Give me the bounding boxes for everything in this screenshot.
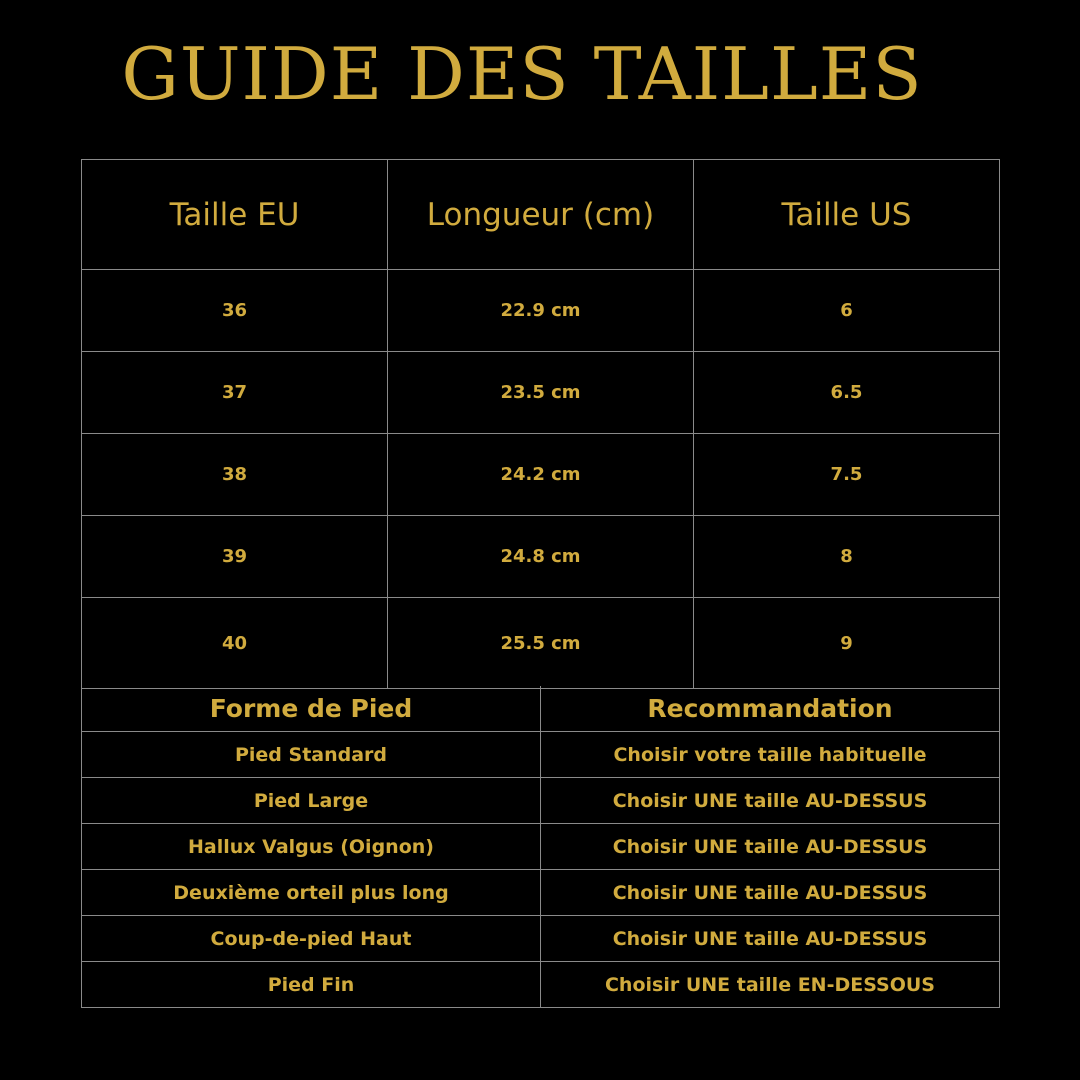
foot-shape-row bbox=[82, 962, 1000, 1008]
foot-shape-row bbox=[82, 824, 1000, 870]
eu-size-cell: 36 bbox=[82, 270, 388, 352]
size-row bbox=[82, 270, 1000, 352]
eu-size-cell: 37 bbox=[82, 352, 388, 434]
recommendation-cell: Choisir UNE taille AU-DESSUS bbox=[541, 870, 1000, 916]
foot-shape-row bbox=[82, 732, 1000, 778]
foot-shape-cell: Deuxième orteil plus long bbox=[82, 870, 541, 916]
recommendation-cell: Choisir UNE taille AU-DESSUS bbox=[541, 824, 1000, 870]
header-recommendation: Recommandation bbox=[541, 686, 1000, 732]
size-row bbox=[82, 598, 1000, 689]
foot-shape-cell: Coup-de-pied Haut bbox=[82, 916, 541, 962]
length-cell: 24.2 cm bbox=[388, 434, 694, 516]
recommendation-cell: Choisir UNE taille AU-DESSUS bbox=[541, 916, 1000, 962]
page-title: GUIDE DES TAILLES bbox=[121, 32, 923, 116]
length-cell: 25.5 cm bbox=[388, 598, 694, 689]
foot-shape-cell: Pied Standard bbox=[82, 732, 541, 778]
foot-shape-row bbox=[82, 870, 1000, 916]
foot-shape-cell: Hallux Valgus (Oignon) bbox=[82, 824, 541, 870]
size-chart-table bbox=[81, 159, 1000, 689]
size-chart-header-row bbox=[82, 160, 1000, 270]
eu-size-cell: 40 bbox=[82, 598, 388, 689]
foot-shape-header-row bbox=[82, 686, 1000, 732]
recommendation-cell: Choisir UNE taille EN-DESSOUS bbox=[541, 962, 1000, 1008]
eu-size-cell: 39 bbox=[82, 516, 388, 598]
length-cell: 22.9 cm bbox=[388, 270, 694, 352]
recommendation-cell: Choisir UNE taille AU-DESSUS bbox=[541, 778, 1000, 824]
us-size-cell: 8 bbox=[694, 516, 1000, 598]
size-row bbox=[82, 434, 1000, 516]
size-row bbox=[82, 516, 1000, 598]
foot-shape-row bbox=[82, 916, 1000, 962]
recommendation-cell: Choisir votre taille habituelle bbox=[541, 732, 1000, 778]
us-size-cell: 6.5 bbox=[694, 352, 1000, 434]
foot-shape-row bbox=[82, 778, 1000, 824]
length-cell: 24.8 cm bbox=[388, 516, 694, 598]
header-us-size: Taille US bbox=[694, 160, 1000, 270]
header-length-cm: Longueur (cm) bbox=[388, 160, 694, 270]
us-size-cell: 6 bbox=[694, 270, 1000, 352]
us-size-cell: 7.5 bbox=[694, 434, 1000, 516]
foot-shape-table bbox=[81, 686, 1000, 1008]
us-size-cell: 9 bbox=[694, 598, 1000, 689]
header-eu-size: Taille EU bbox=[82, 160, 388, 270]
foot-shape-cell: Pied Large bbox=[82, 778, 541, 824]
header-foot-shape: Forme de Pied bbox=[82, 686, 541, 732]
size-row bbox=[82, 352, 1000, 434]
foot-shape-cell: Pied Fin bbox=[82, 962, 541, 1008]
length-cell: 23.5 cm bbox=[388, 352, 694, 434]
eu-size-cell: 38 bbox=[82, 434, 388, 516]
